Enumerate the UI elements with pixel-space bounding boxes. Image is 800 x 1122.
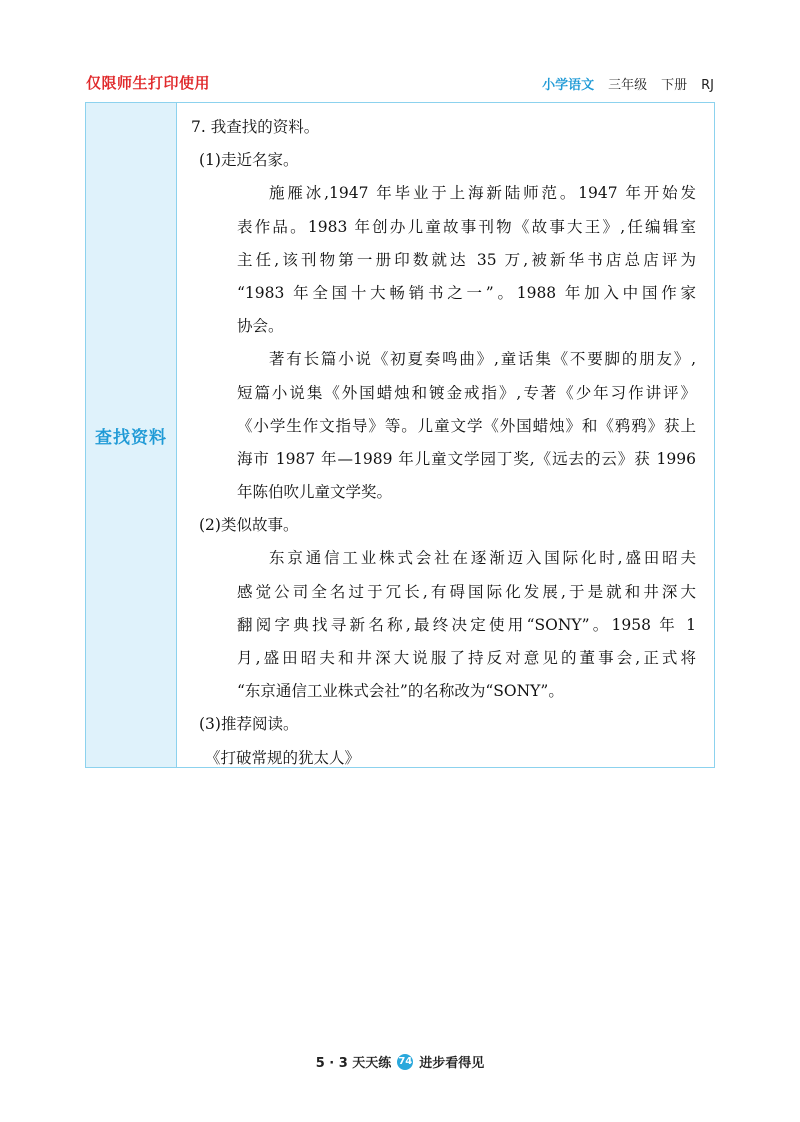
- page-number-badge: 74: [397, 1054, 413, 1070]
- content-cell: [177, 103, 714, 767]
- question-title: 7. 我查找的资料。: [191, 118, 320, 136]
- print-notice-label: 仅限师生打印使用: [86, 74, 211, 92]
- paragraph-line: “1983 年全国十大畅销书之一”。1988 年加入中国作家: [237, 283, 696, 302]
- paragraph-line: 翻阅字典找寻新名称,最终决定使用“SONY”。1958 年 1: [237, 615, 696, 634]
- section-label: 查找资料: [95, 427, 167, 448]
- recommended-book: 《打破常规的犹太人》: [205, 748, 361, 767]
- paragraph-line: 表作品。1983 年创办儿童故事刊物《故事大王》,任编辑室: [237, 217, 696, 236]
- paragraph-line: 施雁冰,1947 年毕业于上海新陆师范。1947 年开始发: [269, 184, 696, 203]
- volume-label: 下册: [661, 78, 688, 93]
- paragraph-line: 月,盛田昭夫和井深大说服了持反对意见的董事会,正式将: [237, 649, 696, 667]
- paragraph-line: 年陈伯吹儿童文学奖。: [237, 483, 393, 502]
- page-footer: [0, 1052, 800, 1071]
- paragraph-line: 感觉公司全名过于冗长,有碍国际化发展,于是就和井深大: [237, 582, 696, 601]
- paragraph-line: “东京通信工业株式会社”的名称改为“SONY”。: [237, 682, 564, 701]
- part3-title: (3)推荐阅读。: [199, 715, 299, 734]
- edition-label: RJ: [701, 78, 714, 93]
- part1-title: (1)走近名家。: [199, 151, 299, 170]
- paragraph-line: 东京通信工业株式会社在逐渐迈入国际化时,盛田昭夫: [269, 549, 696, 568]
- paragraph-line: 海市 1987 年—1989 年儿童文学园丁奖,《远去的云》获 1996: [237, 449, 696, 468]
- paragraph-line: 《小学生作文指导》等。儿童文学《外国蜡烛》和《鸦鸦》获上: [237, 416, 696, 435]
- paragraph-line: 短篇小说集《外国蜡烛和镀金戒指》,专著《少年习作讲评》: [237, 383, 696, 402]
- paragraph-line: 主任,该刊物第一册印数就达 35 万,被新华书店总店评为: [237, 250, 696, 269]
- research-table: [85, 102, 715, 768]
- subject-label: 小学语文: [542, 78, 595, 93]
- footer-brand: 5 · 3 天天练: [315, 1056, 392, 1071]
- footer-slogan: 进步看得见: [419, 1056, 485, 1071]
- section-label-cell: [86, 103, 177, 767]
- paragraph-line: 协会。: [237, 317, 284, 336]
- paragraph-line: 著有长篇小说《初夏奏鸣曲》,童话集《不要脚的朋友》,: [269, 350, 696, 369]
- grade-label: 三年级: [608, 78, 648, 93]
- part2-title: (2)类似故事。: [199, 516, 299, 535]
- book-info-header: [542, 74, 714, 93]
